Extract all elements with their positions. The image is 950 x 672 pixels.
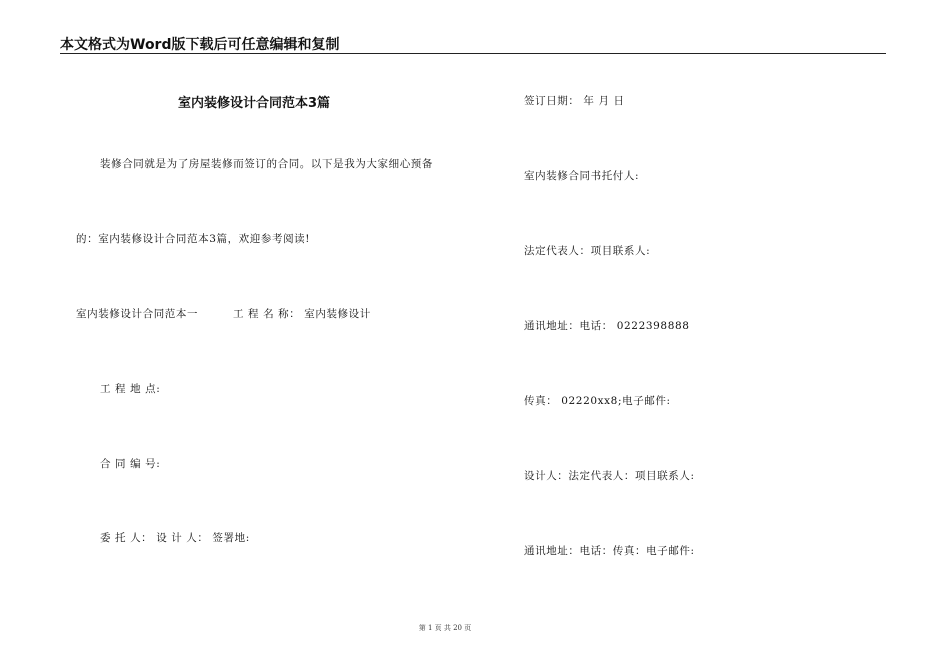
project-location-field: 工 程 地 点:: [100, 383, 161, 395]
address-contacts-field: 通讯地址：电话：传真：电子邮件:: [524, 545, 695, 557]
parties-field: 委 托 人： 设 计 人： 签署地:: [100, 532, 250, 544]
document-banner: 本文格式为Word版下载后可任意编辑和复制: [60, 37, 340, 53]
client-field: 室内装修合同书托付人:: [524, 170, 640, 182]
address-phone-field: 通讯地址：电话： 0222398888: [524, 320, 690, 332]
contract-heading: 室内装修设计合同范本一: [76, 308, 199, 320]
project-name-field: 工 程 名 称： 室内装修设计: [233, 308, 371, 320]
designer-field: 设计人：法定代表人：项目联系人:: [524, 470, 695, 482]
representative-field: 法定代表人：项目联系人:: [524, 245, 651, 257]
page-number: 第 1 页 共 20 页: [418, 624, 472, 632]
header-divider: [60, 53, 886, 54]
intro-line-1: 装修合同就是为了房屋装修而签订的合同。以下是我为大家细心预备: [100, 158, 433, 170]
contract-number-field: 合 同 编 号:: [100, 458, 161, 470]
document-title: 室内装修设计合同范本3篇: [178, 96, 331, 111]
fax-email-field: 传真： 02220xx8;电子邮件:: [524, 395, 671, 407]
sign-date-field: 签订日期： 年 月 日: [524, 95, 625, 107]
intro-line-2: 的：室内装修设计合同范本3篇，欢迎参考阅读!: [76, 233, 311, 245]
